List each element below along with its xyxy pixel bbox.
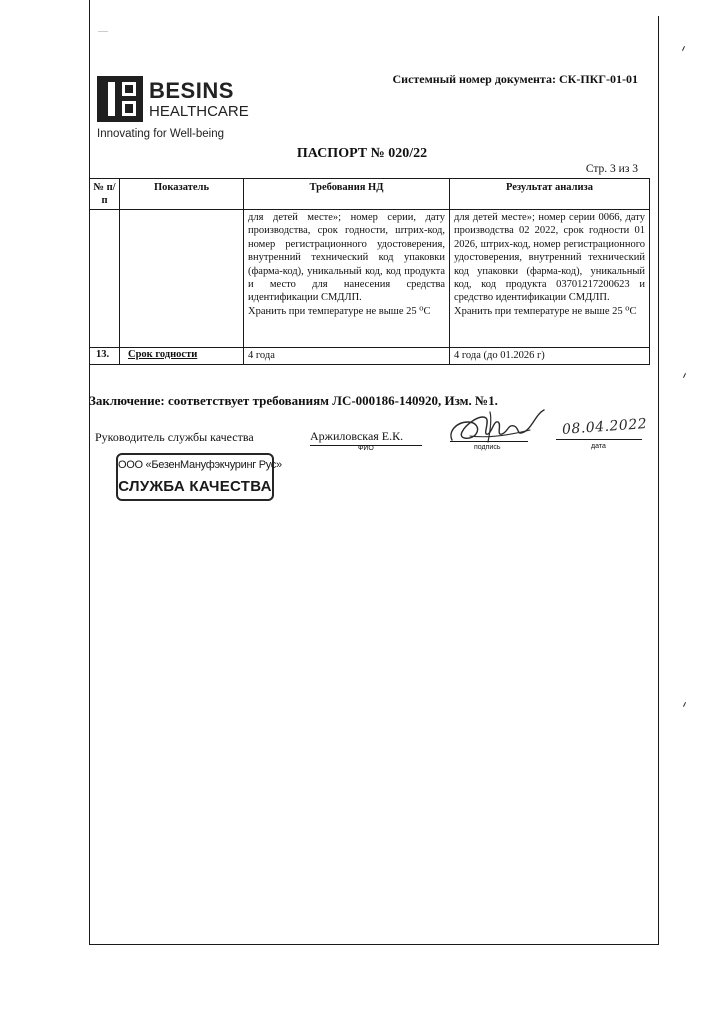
- handwritten-date: 08.04.2022: [561, 416, 648, 438]
- signer-role: Руководитель службы качества: [95, 430, 254, 444]
- requirement-text: для детей месте»; номер серии, дату производства, срок годности, штрих-код, номер регистрационного удостоверения, внутренний технический код упаковки (фарма-код), уникальный код, код продукта и место для нанесения средства идентификации СМДЛП.: [248, 212, 445, 304]
- table-header-row: [90, 179, 650, 210]
- row-result: 4 года (до 01.2026 г): [450, 348, 650, 365]
- document-system-number: Системный номер документа: СК-ПКГ-01-01: [392, 72, 638, 86]
- result-text: для детей месте»; номер серии 0066, дату производства 02 2022, срок годности 01 2026, штрих-код, номер регистрационного удостоверения, внутренний технический код упаковки (фарма-код), уникальный код, код продукта 03701217200623 и средство идентификации СМДЛП.: [454, 212, 645, 304]
- date-line: [556, 439, 642, 440]
- logo-tagline: Innovating for Well-being: [97, 128, 224, 140]
- page-number: Стр. 3 из 3: [585, 163, 638, 175]
- scan-mark: [683, 373, 686, 378]
- logo-word-healthcare: HEALTHCARE: [149, 103, 249, 120]
- name-caption: ФИО: [358, 445, 374, 452]
- row-requirement: [244, 210, 450, 348]
- row-result: [450, 210, 650, 348]
- quality-service-stamp: [116, 453, 282, 501]
- row-num: 13.: [90, 348, 120, 365]
- scan-mark: [98, 31, 108, 32]
- table-row: [90, 348, 650, 365]
- requirement-storage-note: Хранить при температуре не выше 25 ⁰С: [248, 305, 431, 317]
- signer-name: Аржиловская Е.К.: [310, 429, 422, 446]
- conclusion-text: Заключение: соответствует требованиям ЛС-000186-140920, Изм. №1.: [89, 393, 498, 408]
- stamp-department: СЛУЖБА КАЧЕСТВА: [118, 478, 272, 495]
- signature-caption: подпись: [474, 444, 501, 451]
- signature-line: [450, 441, 528, 442]
- col-header-result: Результат анализа: [450, 179, 650, 210]
- row-requirement: 4 года: [244, 348, 450, 365]
- besins-logo-mark: [97, 76, 143, 122]
- scan-mark: [683, 702, 686, 707]
- row-param: Срок годности: [120, 348, 244, 365]
- col-header-param: Показатель: [120, 179, 244, 210]
- row-param: [120, 210, 244, 348]
- result-storage-note: Хранить при температуре не выше 25 ⁰С: [454, 305, 637, 317]
- row-num: [90, 210, 120, 348]
- table-row: [90, 210, 650, 348]
- scan-mark: [682, 46, 685, 51]
- frame-top-left-rule: [89, 0, 91, 16]
- passport-title: ПАСПОРТ № 020/22: [296, 146, 428, 161]
- date-caption: дата: [591, 443, 606, 450]
- col-header-num: № п/п: [90, 179, 120, 210]
- col-header-requirement: Требования НД: [244, 179, 450, 210]
- logo-word-besins: BESINS: [149, 78, 234, 103]
- spec-table: [89, 178, 650, 365]
- stamp-company: ООО «БезенМануфэкчуринг Рус»: [118, 459, 282, 471]
